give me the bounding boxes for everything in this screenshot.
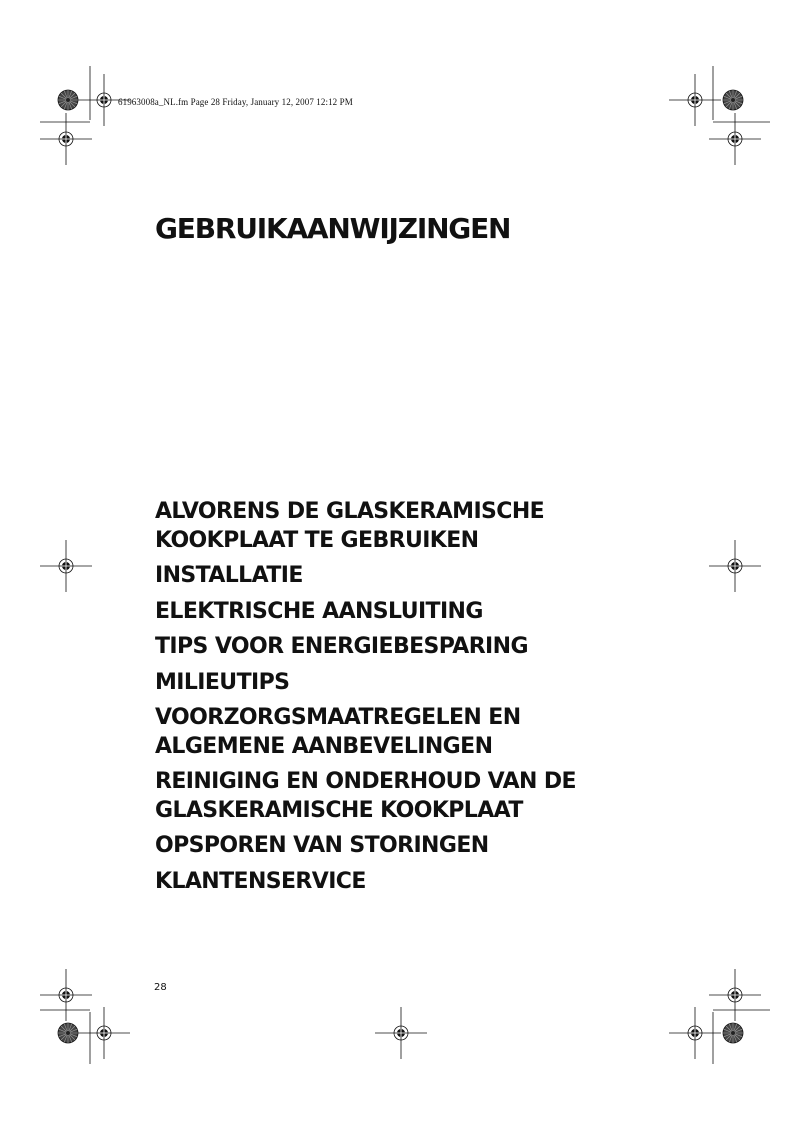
color-bar-wheel-icon-bottom-left — [58, 1023, 78, 1043]
toc-item-voorzorgsmaatregelen: VOORZORGSMAATREGELEN EN ALGEMENE AANBEVELINGEN — [155, 705, 521, 759]
registration-mark-icon-right-top — [709, 113, 761, 165]
toc-item-installatie: INSTALLATIE — [155, 563, 303, 588]
toc-item-elektrische-aansluiting: ELEKTRISCHE AANSLUITING — [155, 598, 483, 624]
registration-mark-icon-left-middle — [40, 540, 92, 592]
registration-mark-icon-bottom-1 — [78, 1007, 130, 1059]
registration-mark-icon-right-bottom — [709, 969, 761, 1021]
toc-item-klantenservice: KLANTENSERVICE — [155, 868, 366, 894]
color-bar-wheel-icon-top-left — [58, 90, 78, 110]
print-slug-line: 61963008a_NL.fm Page 28 Friday, January 12, 2007 12:12 PM — [118, 97, 353, 107]
color-bar-wheel-icon-top-right — [723, 90, 743, 110]
toc-item-energiebesparing: TIPS VOOR ENERGIEBESPARING — [155, 634, 528, 659]
registration-mark-icon-right-middle — [709, 540, 761, 592]
registration-mark-icon-left-bottom — [40, 969, 92, 1021]
toc-item-storingen: OPSPOREN VAN STORINGEN — [155, 833, 489, 858]
color-bar-wheel-icon-bottom-right — [723, 1023, 743, 1043]
page-number: 28 — [154, 982, 167, 993]
registration-mark-icon-left-top — [40, 113, 92, 165]
table-of-contents — [155, 498, 715, 903]
page-title: GEBRUIKAANWIJZINGEN — [155, 212, 511, 245]
toc-item-milieutips: MILIEUTIPS — [155, 669, 290, 695]
toc-item-reiniging-onderhoud: REINIGING EN ONDERHOUD VAN DE GLASKERAMISCHE KOOKPLAAT — [155, 769, 576, 823]
toc-item-voor-gebruik: ALVORENS DE GLASKERAMISCHE KOOKPLAAT TE GEBRUIKEN — [155, 499, 545, 553]
registration-mark-icon-bottom-center — [375, 1007, 427, 1059]
